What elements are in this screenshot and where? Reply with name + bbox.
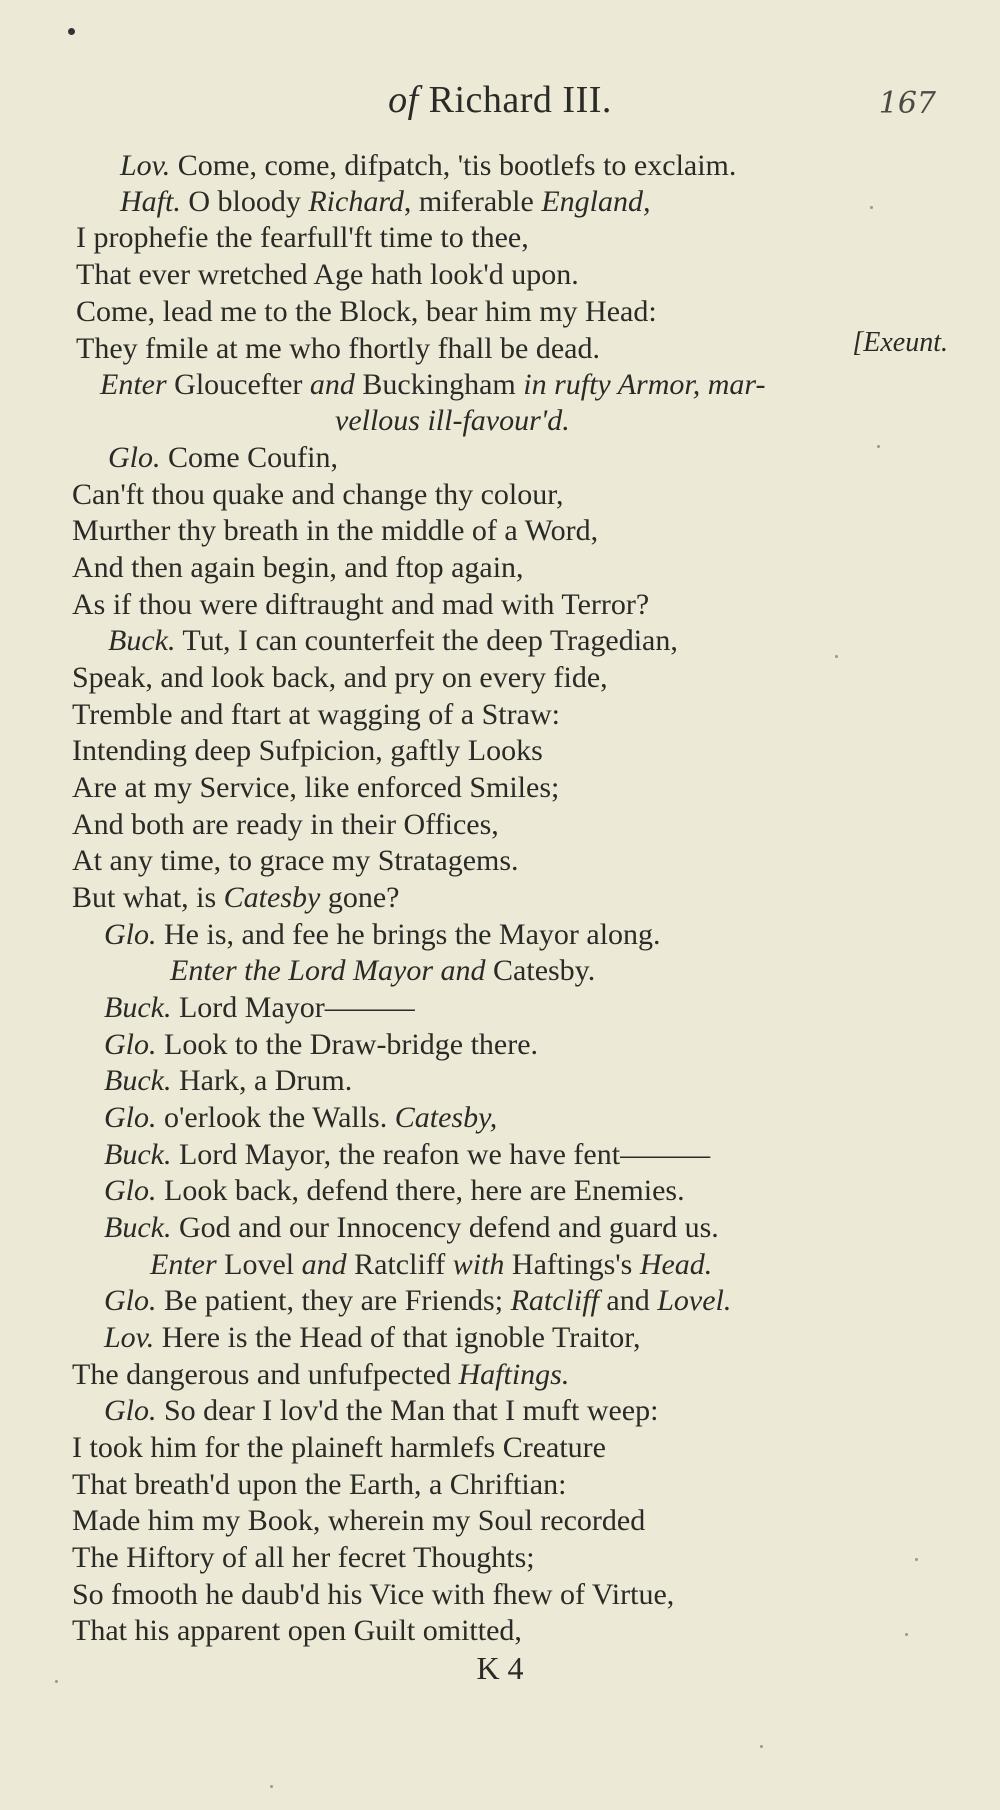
italic-text: and (301, 1248, 347, 1281)
text-line (76, 331, 600, 367)
line-text: God and our Innocency defend and guard us. (171, 1211, 719, 1244)
line-text: Can'ft thou quake and change thy colour, (72, 478, 564, 511)
line-text: Lord Mayor, the reafon we have fent——— (171, 1138, 711, 1171)
speaker-name: Buck. (108, 624, 176, 657)
text-line (72, 1613, 522, 1649)
line-text: I prophefie the fearfull'ft time to thee, (76, 221, 529, 254)
line-text: The Hiftory of all her fecret Thoughts; (72, 1541, 535, 1574)
italic-text: Head. (639, 1248, 713, 1281)
line-text: Lovel (216, 1248, 302, 1281)
text-line (76, 294, 657, 330)
line-text: Murther thy breath in the middle of a Word, (72, 514, 599, 547)
text-line (104, 1063, 352, 1099)
italic-text: with (452, 1248, 505, 1281)
line-text: They fmile at me who fhortly fhall be dead. (76, 332, 600, 365)
text-line (104, 1173, 685, 1209)
text-line (104, 990, 415, 1026)
paper-speck (870, 206, 873, 209)
text-line (104, 1027, 538, 1063)
paper-speck (915, 1558, 918, 1561)
speaker-name: Buck. (104, 1211, 172, 1244)
text-line (72, 807, 499, 843)
stage-direction-exeunt: [Exeunt. (852, 327, 948, 358)
ink-mark (68, 28, 75, 35)
text-line (72, 1540, 535, 1576)
italic-text: Haftings. (458, 1358, 570, 1391)
title-prefix: of (388, 79, 419, 121)
italic-text: Ratcliff (510, 1284, 599, 1317)
text-line (120, 148, 736, 184)
speaker-name: Buck. (104, 1064, 172, 1097)
italic-text: in rufty Armor, mar- (523, 368, 766, 401)
italic-text: Catesby (223, 881, 321, 914)
line-text: Intending deep Sufpicion, gaftly Looks (72, 734, 543, 767)
italic-text: vellous ill-favour'd. (335, 404, 570, 437)
text-line (108, 623, 678, 659)
text-line (72, 1357, 569, 1393)
italic-text: England, (541, 185, 651, 218)
line-text: o'erlook the Walls. (156, 1101, 388, 1134)
line-text: Speak, and look back, and pry on every fide, (72, 661, 608, 694)
text-line (72, 660, 608, 696)
speaker-name: Glo. (104, 1174, 157, 1207)
line-text: Lord Mayor——— (171, 991, 415, 1024)
line-text: Hark, a Drum. (171, 1064, 353, 1097)
line-text: The dangerous and unfufpected (72, 1358, 459, 1391)
paper-speck (877, 445, 880, 448)
paper-speck (905, 1633, 908, 1636)
text-line (72, 770, 559, 806)
line-text: Ratcliff (346, 1248, 453, 1281)
text-line (72, 550, 524, 586)
text-line (72, 513, 598, 549)
line-text: Made him my Book, wherein my Soul recorded (72, 1504, 646, 1537)
line-text: Are at my Service, like enforced Smiles; (72, 771, 560, 804)
line-text: Buckingham (354, 368, 524, 401)
text-line (104, 1137, 710, 1173)
text-line (72, 733, 543, 769)
speaker-name: Buck. (104, 1138, 172, 1171)
speaker-name: Glo. (108, 441, 161, 474)
italic-text: Enter (150, 1248, 217, 1281)
paper-speck (835, 655, 838, 658)
text-line (72, 843, 519, 879)
speaker-name: Glo. (104, 1284, 157, 1317)
line-text: O bloody (180, 185, 309, 218)
line-text: Come, come, difpatch, 'tis bootlefs to exclaim. (170, 149, 737, 182)
italic-text: and (309, 368, 355, 401)
line-text: Tremble and ftart at wagging of a Straw: (72, 698, 560, 731)
line-text: Tut, I can counterfeit the deep Tragedian, (175, 624, 678, 657)
text-line (72, 1577, 674, 1613)
text-line (76, 257, 579, 293)
text-line (170, 953, 595, 989)
text-line (335, 403, 570, 439)
line-text: I took him for the plaineft harmlefs Creature (72, 1431, 606, 1464)
speaker-name: Lov. (104, 1321, 155, 1354)
line-text: , miferable (403, 185, 542, 218)
title-main: Richard III. (428, 79, 612, 121)
text-line (72, 1467, 566, 1503)
line-text: That ever wretched Age hath look'd upon. (76, 258, 579, 291)
text-line (104, 1283, 731, 1319)
speaker-name: Glo. (104, 1394, 157, 1427)
speaker-name: Glo. (104, 1028, 157, 1061)
line-text: And then again begin, and ftop again, (72, 551, 524, 584)
line-text: So dear I lov'd the Man that I muft weep: (156, 1394, 659, 1427)
text-line (72, 1430, 606, 1466)
italic-text: Lovel. (657, 1284, 732, 1317)
line-text: and (598, 1284, 658, 1317)
line-text: That his apparent open Guilt omitted, (72, 1614, 522, 1647)
text-line (104, 917, 661, 953)
page-number: 167 (878, 86, 936, 121)
text-line (120, 184, 651, 220)
line-text: Come Coufin, (160, 441, 338, 474)
text-line (72, 1503, 645, 1539)
text-line (72, 697, 560, 733)
speaker-name: Haft. (120, 185, 181, 218)
italic-text: Richard (308, 185, 404, 218)
text-line (100, 367, 765, 403)
line-text: Gloucefter (166, 368, 310, 401)
line-text: gone? (320, 881, 400, 914)
line-text: Catesby. (485, 954, 596, 987)
text-line (76, 220, 529, 256)
paper-speck (55, 1680, 58, 1683)
paper-speck (270, 1785, 273, 1788)
italic-text: Enter the Lord Mayor and (170, 954, 486, 987)
text-line (104, 1320, 640, 1356)
signature-mark: K 4 (476, 1650, 524, 1686)
line-text: That breath'd upon the Earth, a Chriftian: (72, 1468, 567, 1501)
speaker-name: Glo. (104, 1101, 157, 1134)
line-text: Come, lead me to the Block, bear him my Head: (76, 295, 657, 328)
line-text: As if thou were diftraught and mad with Terror? (72, 588, 650, 621)
text-line (150, 1247, 712, 1283)
line-text: Haftings's (504, 1248, 640, 1281)
line-text: Be patient, they are Friends; (156, 1284, 511, 1317)
line-text: And both are ready in their Offices, (72, 808, 499, 841)
text-line (104, 1393, 658, 1429)
line-text: Here is the Head of that ignoble Traitor, (154, 1321, 641, 1354)
line-text: At any time, to grace my Stratagems. (72, 844, 519, 877)
line-text: So fmooth he daub'd his Vice with fhew of Virtue, (72, 1578, 675, 1611)
speaker-name: Lov. (120, 149, 171, 182)
line-text: Look back, defend there, here are Enemies. (156, 1174, 685, 1207)
line-text: He is, and fee he brings the Mayor along. (156, 918, 661, 951)
italic-text: Catesby, (387, 1101, 498, 1134)
line-text: But what, is (72, 881, 224, 914)
text-line (72, 587, 649, 623)
text-line (104, 1210, 719, 1246)
text-line (72, 880, 399, 916)
text-line (108, 440, 338, 476)
text-line (72, 477, 564, 513)
italic-text: Enter (100, 368, 167, 401)
text-line (104, 1100, 497, 1136)
speaker-name: Glo. (104, 918, 157, 951)
paper-speck (760, 1745, 763, 1748)
running-title (0, 78, 1000, 122)
speaker-name: Buck. (104, 991, 172, 1024)
line-text: Look to the Draw-bridge there. (156, 1028, 539, 1061)
